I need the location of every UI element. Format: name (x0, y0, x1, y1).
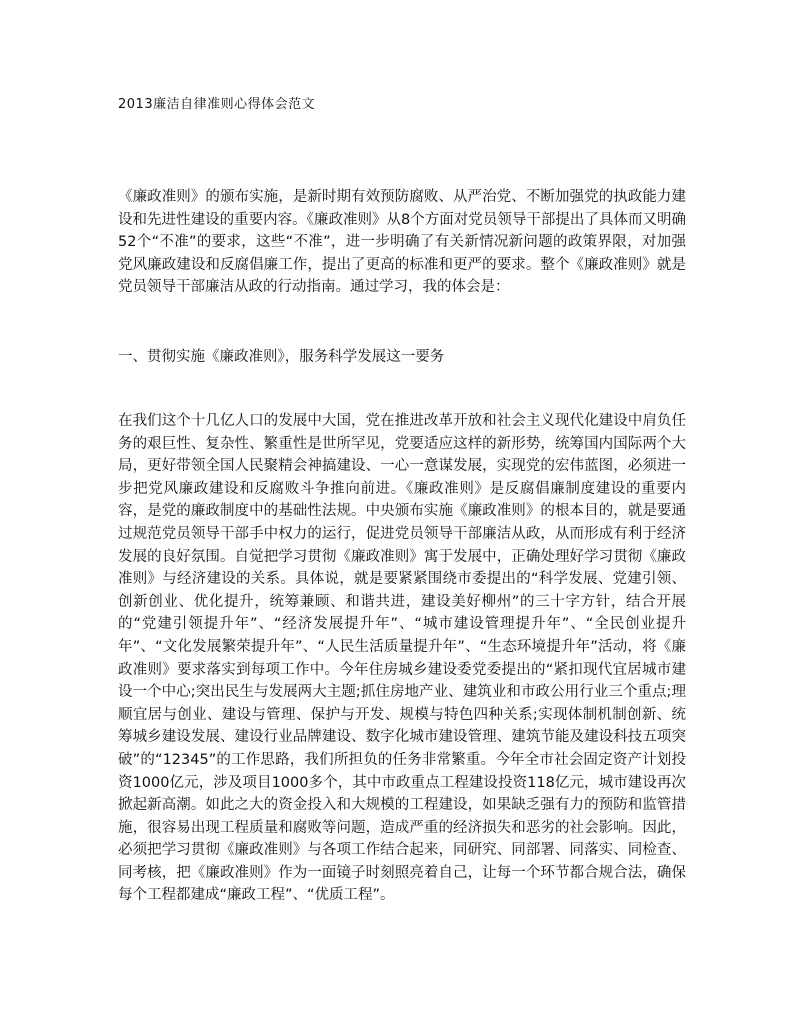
section-heading: 一、贯彻实施《廉政准则》，服务科学发展这一要务 (118, 349, 445, 365)
document-title: 2013廉洁自律准则心得体会范文 (118, 97, 316, 112)
intro-paragraph: 《廉政准则》的颁布实施，是新时期有效预防腐败、从严治党、不断加强党的执政能力建设和先进性建设的重要内容。《廉政准则》从8个方面对党员领导干部提出了具体而又明确52个“不准”的要求，这些“不准”，进一步明确了有关新情况新问题的政策界限，对加强党风廉政建设和反腐倡廉工作，提出了更高的标准和更严的要求。整个《廉政准则》就是党员领导干部廉洁从政的行动指南。通过学习，我的体会是： (118, 189, 686, 296)
body-paragraph: 在我们这个十几亿人口的发展中大国，党在推进改革开放和社会主义现代化建设中肩负任务的艰巨性、复杂性、繁重性是世所罕见，党要适应这样的新形势，统筹国内国际两个大局，更好带领全国人民聚精会神搞建设、一心一意谋发展，实现党的宏伟蓝图，必须进一步把党风廉政建设和反腐败斗争推向前进。《廉政准则》是反腐倡廉制度建设的重要内容，是党的廉政制度中的基础性法规。中央颁布实施《廉政准则》的根本目的，就是要通过规范党员领导干部手中权力的运行，促进党员领导干部廉洁从政，从而形成有利于经济发展的良好氛围。自觉把学习贯彻《廉政准则》寓于发展中，正确处理好学习贯彻《廉政准则》与经济建设的关系。具体说，就是要紧紧围绕市委提出的“科学发展、党建引领、创新创业、优化提升，统筹兼顾、和谐共进，建设美好柳州”的三十字方针，结合开展的“党建引领提升年”、“经济发展提升年”、“城市建设管理提升年”、“全民创业提升年”、“文化发展繁荣提升年”、“人民生活质量提升年”、“生态环境提升年”活动，将《廉政准则》要求落实到每项工作中。今年住房城乡建设委党委提出的“紧扣现代宜居城市建设一个中心;突出民生与发展两大主题;抓住房地产业、建筑业和市政公用行业三个重点;理顺宜居与创业、建设与管理、保护与开发、规模与特色四种关系;实现体制机制创新、统筹城乡建设发展、建设行业品牌建设、数字化城市建设管理、建筑节能及建设科技五项突破”的“12345”的工作思路，我们所担负的任务非常繁重。今年全市社会固定资产计划投资1000亿元，涉及项目1000多个，其中市政重点工程建设投资118亿元，城市建设再次掀起新高潮。如此之大的资金投入和大规模的工程建设，如果缺乏强有力的预防和监管措施，很容易出现工程质量和腐败等问题，造成严重的经济损失和恶劣的社会影响。因此，必须把学习贯彻《廉政准则》与各项工作结合起来，同研究、同部署、同落实、同检查、同考核，把《廉政准则》作为一面镜子时刻照亮着自己，让每一个环节都合规合法，确保每个工程都建成“廉政工程”、“优质工程”。 (118, 413, 686, 904)
